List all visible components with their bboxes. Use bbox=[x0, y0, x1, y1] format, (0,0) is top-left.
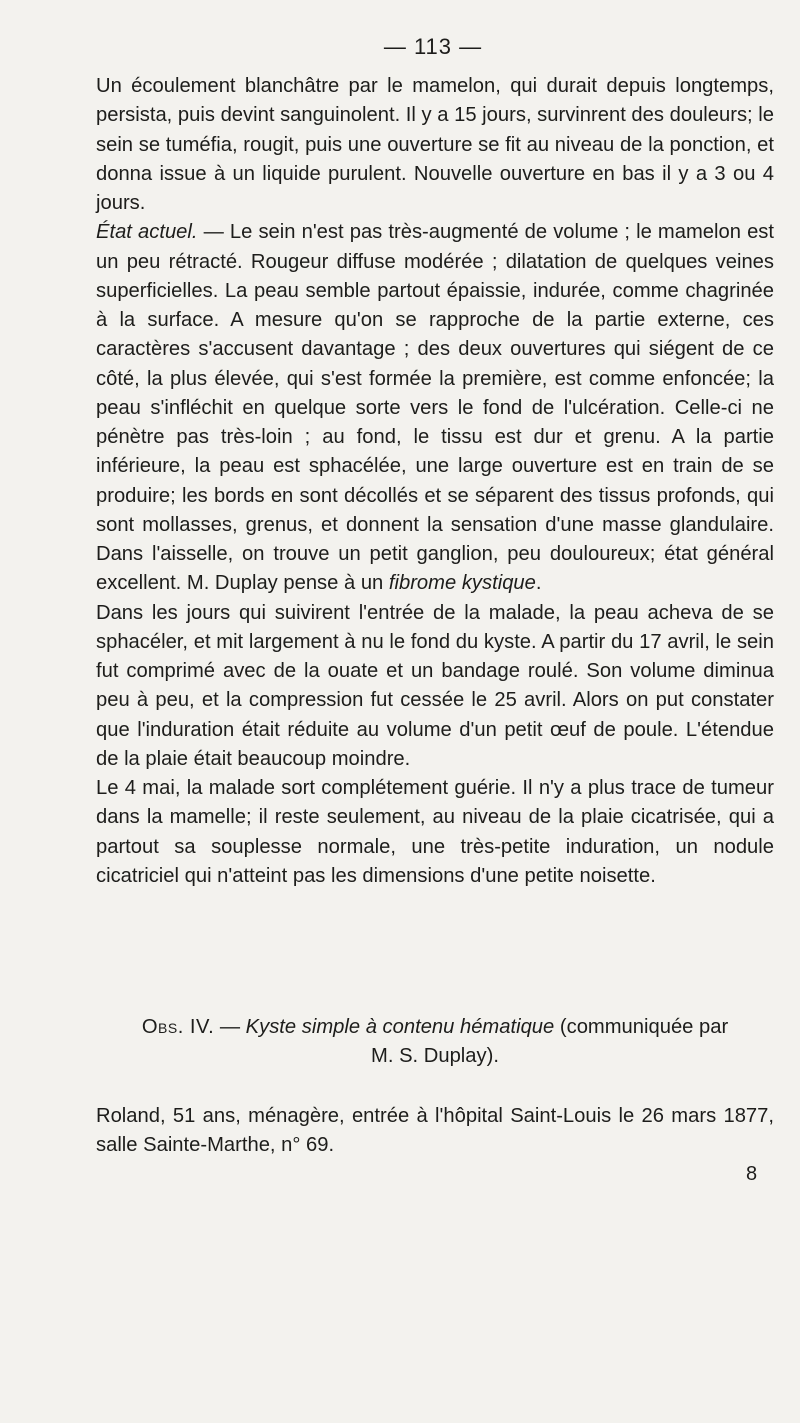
paragraph-3: Dans les jours qui suivirent l'entrée de la malade, la peau acheva de se sphacéler, et mit largement à nu le fond du kyste. A partir du 17 avril, le sein fut comprimé avec de la ouate et un bandage roulé. Son volume diminua peu à peu, et la compression fut cessée le 25 avril. Alors on put constater que l'induration était réduite au volume d'un petit œuf de poule. L'étendue de la plaie était beaucoup moindre. bbox=[96, 601, 774, 770]
paragraph-1: Un écoulement blanchâtre par le mamelon, qui durait depuis longtemps, persista, puis devint sanguinolent. Il y a 15 jours, survinrent des douleurs; le sein se tuméfia, rougit, puis une ouverture se fit au niveau de la ponction, et donna issue à un liquide purulent. Nouvelle ouverture en bas il y a 3 ou 4 jours. bbox=[96, 75, 774, 214]
observation-line-1 bbox=[96, 1013, 774, 1042]
paragraph-2 bbox=[96, 218, 774, 598]
section-lead-etat-actuel: État actuel. bbox=[96, 221, 198, 244]
observation-note-1: (communiquée par bbox=[554, 1016, 729, 1038]
case-text: Roland, 51 ans, ménagère, entrée à l'hôpital Saint-Louis le 26 mars 1877, salle Sainte-Marthe, n° 69. bbox=[96, 1105, 774, 1157]
paragraph-2-end: . bbox=[535, 572, 542, 595]
page-number: — 113 — bbox=[383, 34, 483, 59]
observation-label: Obs. IV. bbox=[141, 1016, 215, 1038]
paragraph-4: Le 4 mai, la malade sort complétement guérie. Il n'y a plus trace de tumeur dans la mamelle; il reste seulement, au niveau de la plaie cicatrisée, qui a partout sa souplesse normale, une très-petite induration, un nodule cicatriciel qui n'atteint pas les dimensions d'une petite noisette. bbox=[96, 777, 774, 887]
observation-dash: — bbox=[214, 1016, 246, 1038]
case-description bbox=[96, 1102, 774, 1161]
observation-title: Kyste simple à contenu hématique bbox=[245, 1016, 555, 1038]
observation-heading bbox=[96, 1013, 774, 1072]
body-text bbox=[96, 72, 774, 891]
document-page bbox=[96, 0, 774, 1423]
observation-note-2: M. S. Duplay). bbox=[371, 1045, 499, 1068]
signature-mark: 8 bbox=[746, 1163, 758, 1185]
paragraph-2-text: — Le sein n'est pas très-augmenté de volume ; le mamelon est un peu rétracté. Rougeur diffuse modérée ; dilatation de quelques veines superficielles. La peau semble partout épaissie, indurée, comme chagrinée à la surface. A mesure qu'on se rapproche de la partie externe, ces caractères s'accusent davantage ; des deux ouvertures qui siégent de ce côté, la plus élevée, qui s'est formée la première, est comme enfoncée; la peau s'infléchit en quelque sorte vers le fond de l'ulcération. Celle-ci ne pénètre pas très-loin ; au fond, le tissu est dur et grenu. A la partie inférieure, la peau est sphacélée, une large ouverture est en train de se produire; les bords en sont décollés et se séparent des tissus profonds, qui sont mollasses, grenus, et donnent la sensation d'une masse glandulaire. Dans l'aisselle, on trouve un petit ganglion, peu douloureux; état général excellent. M. Duplay pense à un bbox=[96, 221, 774, 595]
term-fibrome-kystique: fibrome kystique bbox=[388, 572, 536, 595]
